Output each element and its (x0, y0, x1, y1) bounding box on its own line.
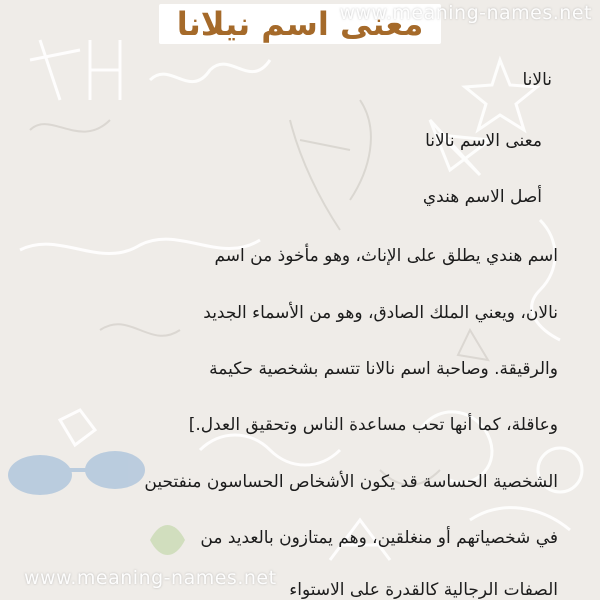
meaning-heading: معنى الاسم نالانا (425, 131, 542, 151)
body-line-3: والرقيقة. وصاحبة اسم نالانا تتسم بشخصية حكيمة (209, 359, 558, 379)
origin-line: أصل الاسم هندي (422, 187, 542, 207)
body-line-1: اسم هندي يطلق على الإناث، وهو مأخوذ من اسم (214, 246, 558, 266)
watermark-top: www.meaning-names.net (339, 2, 592, 24)
body-line-5: الشخصية الحساسة قد يكون الأشخاص الحساسون منفتحين (144, 472, 558, 492)
body-line-7: الصفات الرجالية كالقدرة على الاستواء (289, 580, 558, 600)
name-line: نالانا (522, 70, 552, 90)
body-line-2: نالان، ويعني الملك الصادق، وهو من الأسماء الجديد (203, 303, 558, 323)
body-line-6: في شخصياتهم أو منغلقين، وهم يمتازون بالعديد من (200, 528, 558, 548)
body-line-4: وعاقلة، كما أنها تحب مساعدة الناس وتحقيق العدل.] (188, 415, 558, 435)
page-title: معنى اسم نيلانا (159, 4, 442, 44)
watermark-bottom: www.meaning-names.net (24, 567, 277, 589)
